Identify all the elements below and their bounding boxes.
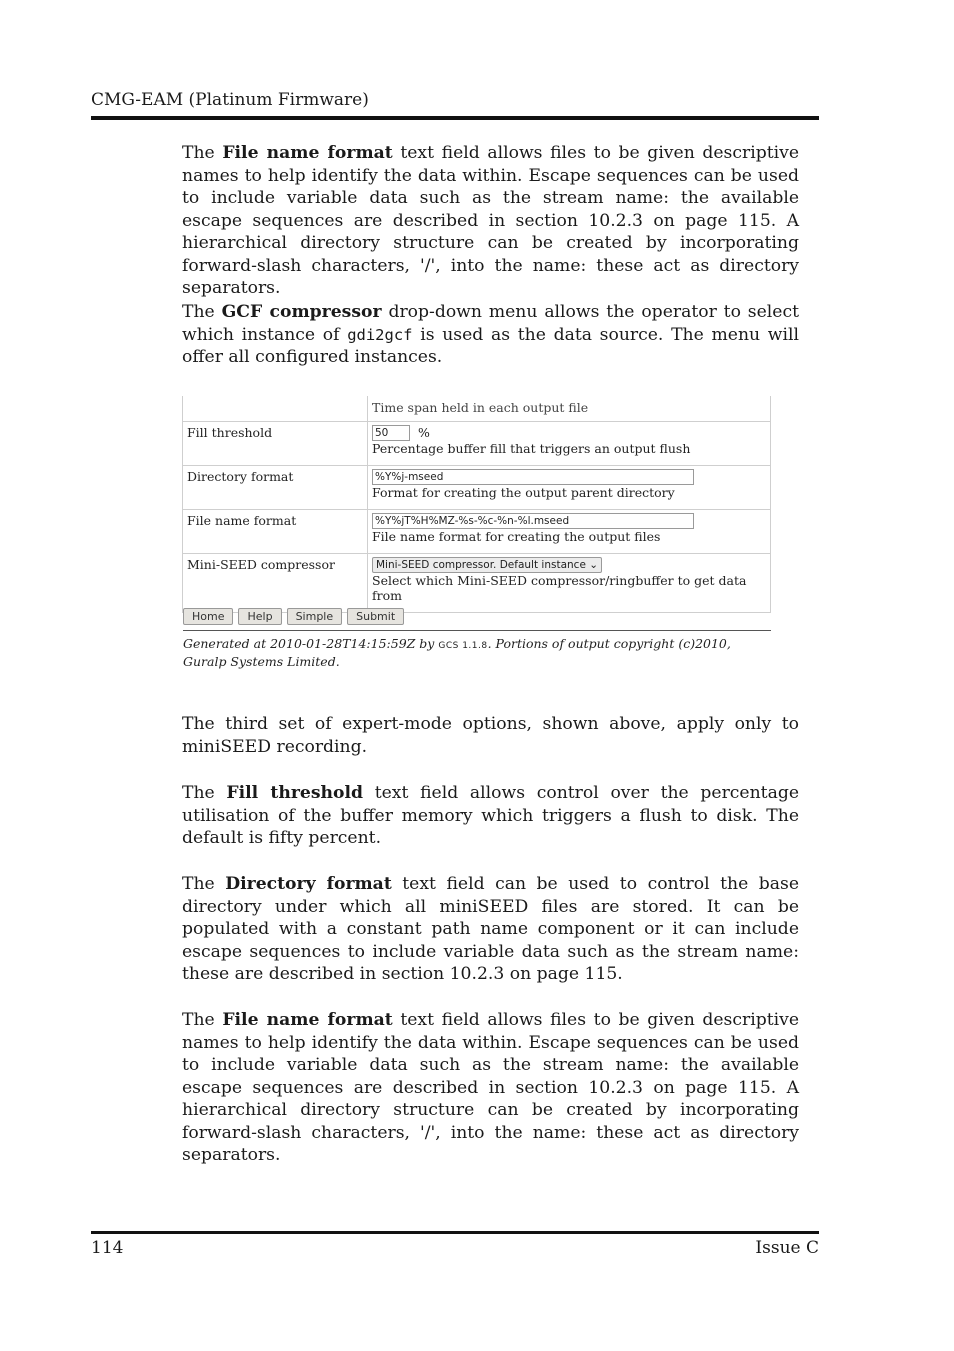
fill-threshold-input[interactable]: 50 — [372, 425, 410, 441]
divider — [183, 630, 771, 631]
code-gdi2gcf: gdi2gcf — [347, 325, 413, 344]
home-button[interactable]: Home — [183, 608, 233, 625]
settings-table — [182, 396, 771, 613]
select-value: Mini-SEED compressor. Default instance — [376, 559, 586, 571]
text: Generated at 2010-01-28T14:15:59Z by — [183, 636, 439, 651]
text: text field allows files to be given descriptive names to help identify the data within. Escape sequences can be used to include variable data such as the stream name: the available escape sequences are described in section 10.2.3 on page 115. A hierarchical directory structure can be created by incorporating forward-slash characters, '/', into the name: these act as directory separators. — [182, 143, 799, 298]
term-fill-threshold: Fill threshold — [226, 783, 364, 803]
term-file-name-format: File name format — [222, 1010, 393, 1030]
file-name-format-input[interactable]: %Y%jT%H%MZ-%s-%c-%n-%l.mseed — [372, 513, 694, 529]
directory-format-input[interactable]: %Y%j-mseed — [372, 469, 694, 485]
help-text: Select which Mini-SEED compressor/ringbuffer to get data from — [372, 573, 747, 603]
text: The — [182, 874, 226, 894]
label-cell — [183, 396, 368, 422]
text: text field allows control over the percentage utilisation of the buffer memory which triggers a flush to disk. The default is fifty percent. — [182, 783, 800, 848]
button-bar — [183, 605, 409, 625]
file-name-format-label: File name format — [183, 510, 368, 554]
term-gcf-compressor: GCF compressor — [221, 302, 382, 322]
simple-button[interactable]: Simple — [287, 608, 343, 625]
embedded-screenshot — [182, 396, 772, 676]
running-header: CMG-EAM (Platinum Firmware) — [91, 90, 369, 110]
page-number: 114 — [91, 1238, 124, 1258]
paragraph-expert-options: The third set of expert-mode options, shown above, apply only to miniSEED recording. — [182, 714, 799, 757]
paragraph-file-name-format-intro — [182, 142, 799, 300]
mini-seed-compressor-select[interactable] — [372, 557, 602, 573]
text: drop-down menu allows the operator to select which instance of — [182, 302, 799, 345]
text: The — [182, 1010, 223, 1030]
table-row-file-name-format — [183, 510, 771, 554]
value-cell — [368, 396, 771, 422]
directory-format-label: Directory format — [183, 466, 368, 510]
term-directory-format: Directory format — [225, 874, 392, 894]
issue-label: Issue C — [755, 1238, 819, 1258]
value-cell — [368, 510, 771, 554]
value-cell — [368, 422, 771, 466]
header-rule — [91, 116, 819, 120]
text: The — [182, 143, 223, 163]
text: text field allows files to be given descriptive names to help identify the data within. Escape sequences can be used to include variable data such as the stream name: the available escape sequences are described in section 10.2.3 on page 115. A hierarchical directory structure can be created by incorporating forward-slash characters, '/', into the name: these act as directory separators. — [182, 1010, 799, 1165]
paragraph-gcf-compressor — [182, 301, 799, 369]
gcs-version: GCS 1.1.8 — [438, 641, 488, 651]
help-text: Time span held in each output file — [372, 400, 589, 415]
text: . Portions of output copyright (c)2010, Guralp Systems Limited. — [183, 636, 731, 669]
mini-seed-compressor-label: Mini-SEED compressor — [183, 554, 368, 613]
help-button[interactable]: Help — [238, 608, 281, 625]
paragraph-fill-threshold — [182, 782, 799, 850]
text: is used as the data source. The menu will offer all configured instances. — [182, 324, 800, 367]
paragraph-directory-format — [182, 873, 799, 986]
text: text field can be used to control the base directory under which all miniSEED files are stored. It can be populated with a constant path name component or it can include escape sequences to include variable data such as the stream name: these are described in section 10.2.3 on page 115. — [182, 874, 799, 984]
paragraph-file-name-format — [182, 1009, 799, 1167]
table-row-fill-threshold — [183, 422, 771, 466]
footer-rule — [91, 1231, 819, 1234]
text: The — [182, 783, 227, 803]
generated-footer — [183, 636, 773, 669]
value-cell — [368, 554, 771, 613]
table-row — [183, 396, 771, 422]
table-row-directory-format — [183, 466, 771, 510]
help-text: File name format for creating the output files — [372, 529, 661, 544]
value-cell — [368, 466, 771, 510]
submit-button[interactable]: Submit — [347, 608, 404, 625]
help-text: Percentage buffer fill that triggers an output flush — [372, 441, 691, 456]
help-text: Format for creating the output parent directory — [372, 485, 675, 500]
fill-threshold-label: Fill threshold — [183, 422, 368, 466]
text: The — [182, 302, 222, 322]
term-file-name-format: File name format — [222, 143, 393, 163]
table-row-mini-seed-compressor — [183, 554, 771, 613]
chevron-down-icon: ⌄ — [589, 559, 599, 571]
percent-unit: % — [417, 425, 430, 440]
